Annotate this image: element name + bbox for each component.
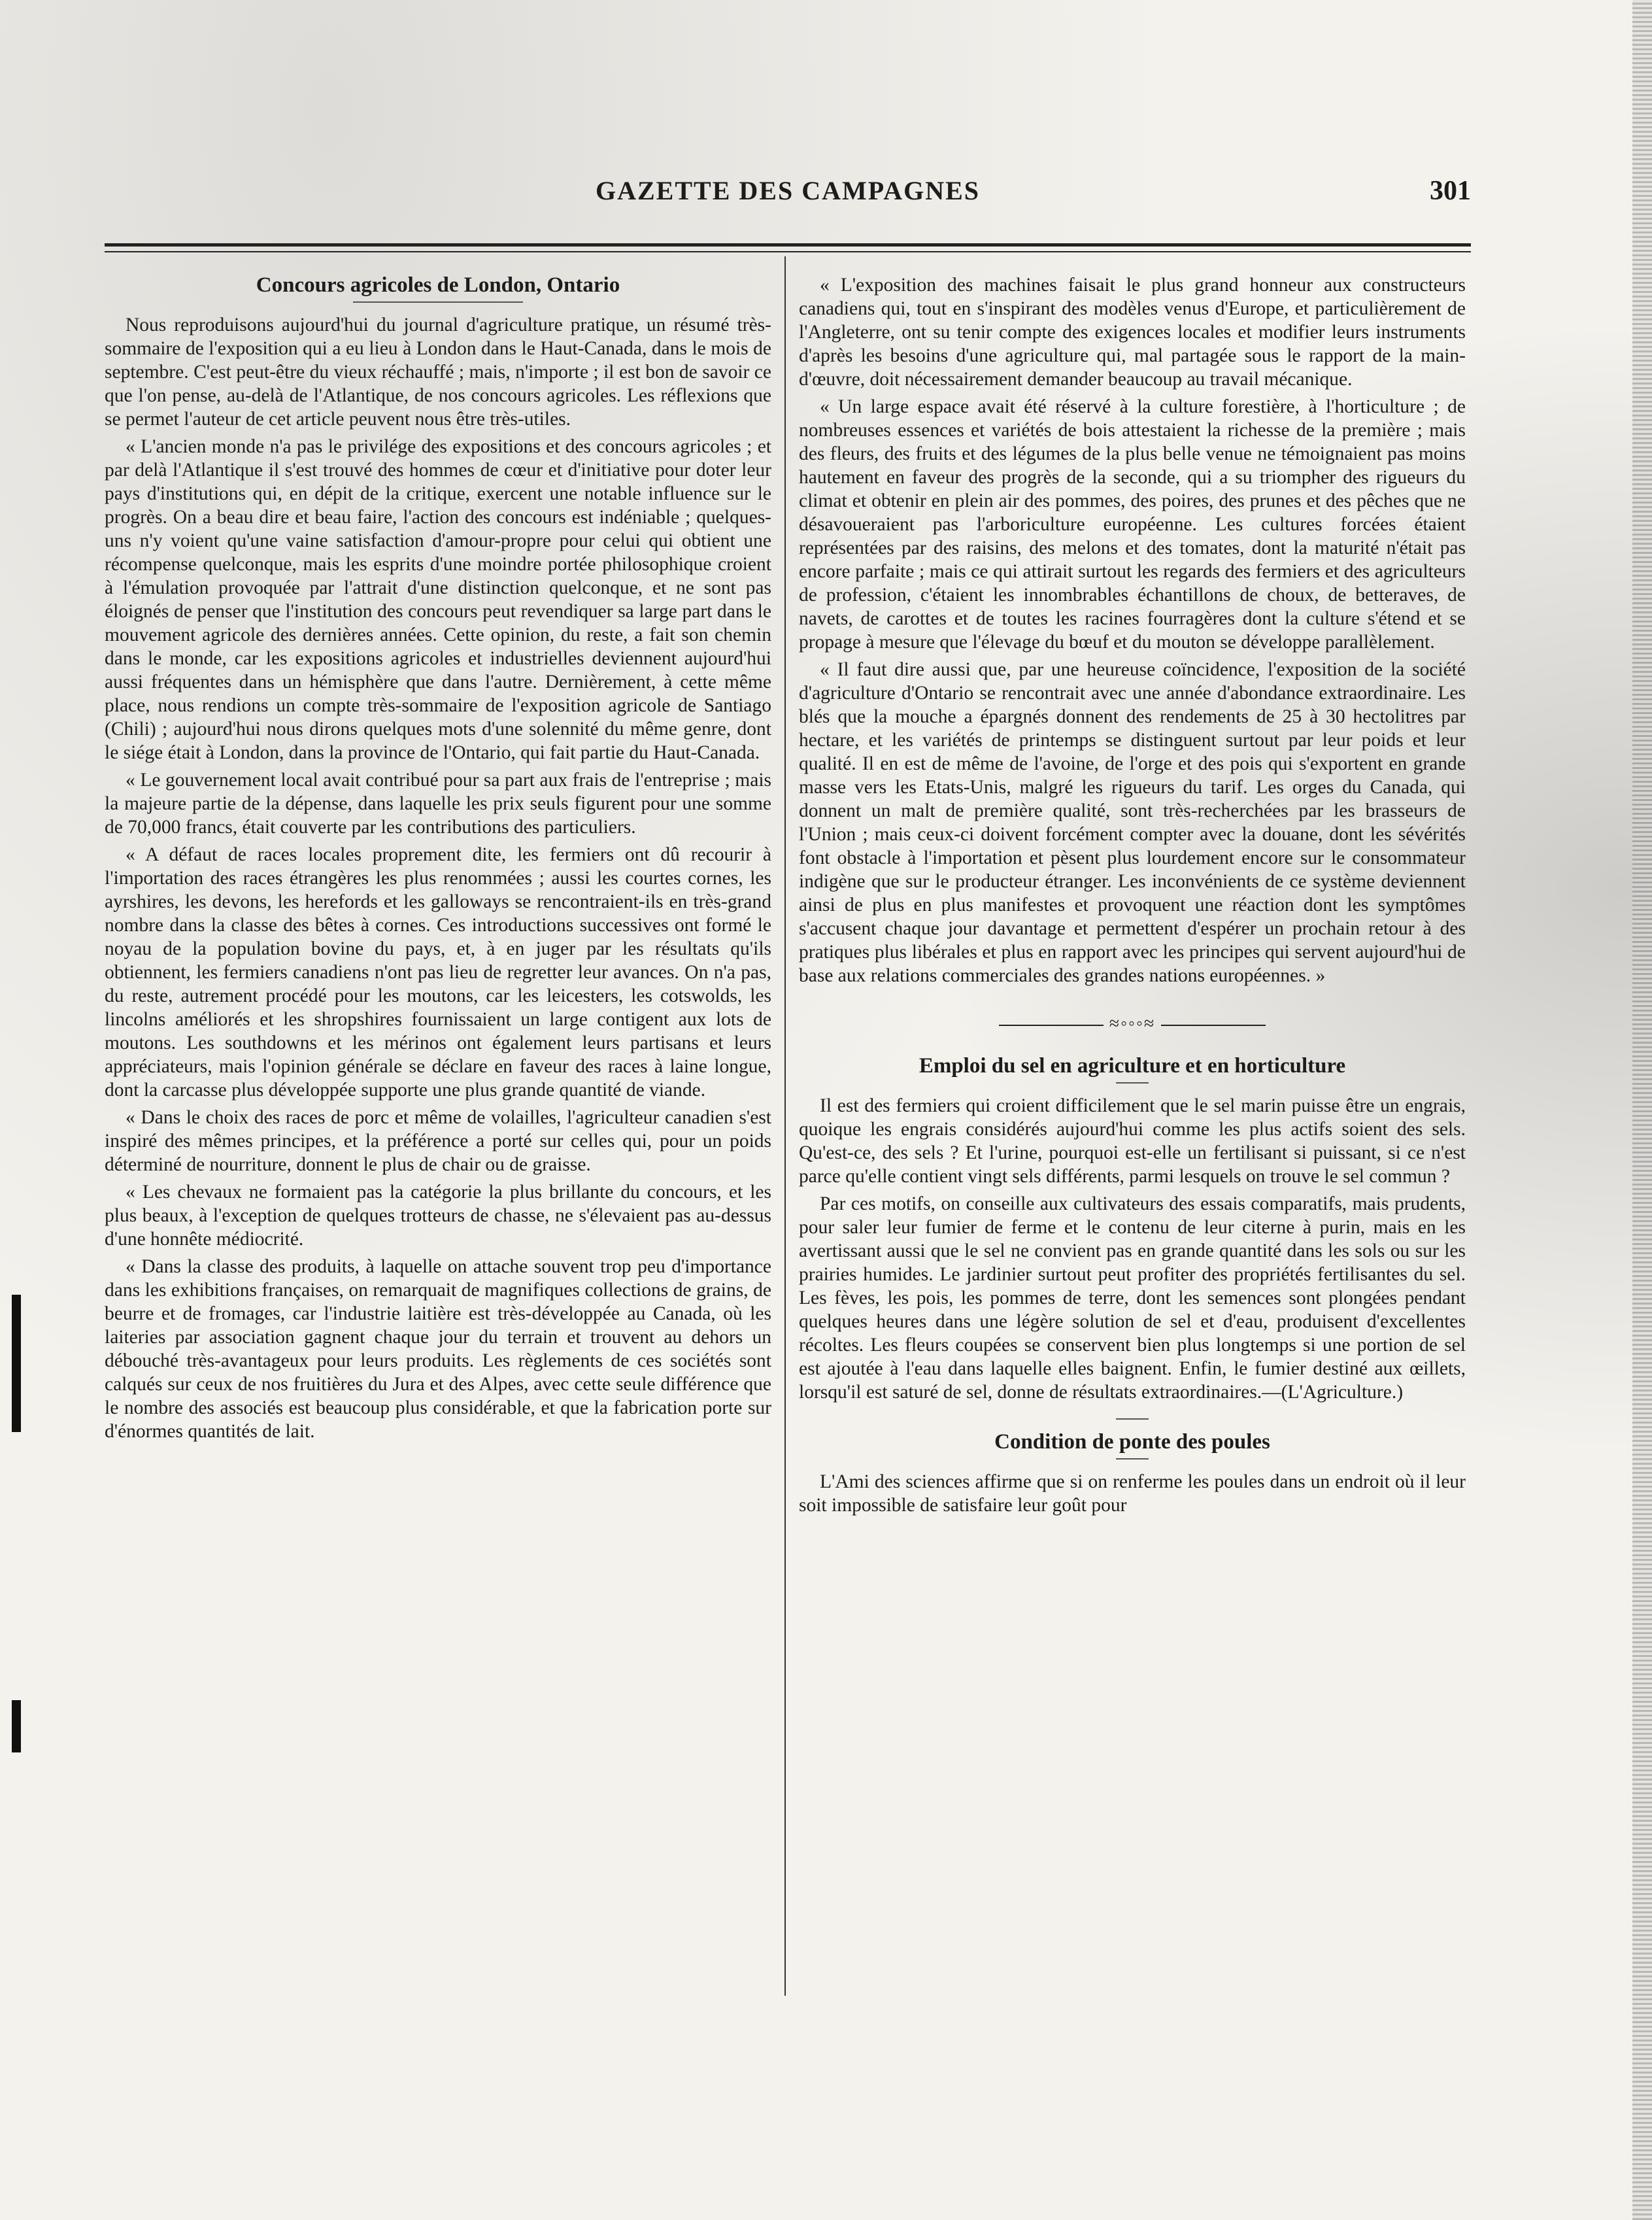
title-underline bbox=[353, 301, 523, 303]
paragraph: « L'ancien monde n'a pas le privilége des expositions et des concours agricoles ; et par delà l'Atlantique il s'est trouvé des hommes de cœur et d'initiative pour doter leur pays d'institutions qui, en dépit de la critique, exercent une notable influence sur le progrès. On a beau dire et beau faire, l'action des concours est indéniable ; quelques-uns n'y voient qu'une vaine satisfaction d'amour-propre pour celui qui obtient une récompense quelconque, mais les esprits d'une moindre portée philosophique croient à l'émulation provoquée par l'attrait d'une distinction quelconque, et ne sont pas éloignés de penser que l'institution des concours peut revendiquer sa large part dans le mouvement agricole des dernières années. Cette opinion, du reste, a fait son chemin dans le monde, car les expositions agricoles et industrielles deviennent aujourd'hui aussi fréquentes dans un hémisphère que dans l'autre. Dernièrement, à cette même place, nous rendions un compte très-sommaire de l'exposition agricole de Santiago (Chili) ; aujourd'hui nous dirons quelques mots d'une solennité du même genre, dont le siége était à London, dans la province de l'Ontario, qui fait partie du Haut-Canada. bbox=[105, 436, 771, 763]
newspaper-title: GAZETTE DES CAMPAGNES bbox=[595, 176, 980, 205]
ornament-line-right bbox=[1161, 1025, 1266, 1026]
paragraph: « L'exposition des machines faisait le plus grand honneur aux constructeurs canadiens qui, tout en s'inspirant des modèles venus d'Europe, et particulièrement de l'Angleterre, ont su tenir compte des exigences locales et modifier leurs instruments d'après les besoins d'une agriculture qui, mal partagée sous le rapport de la main-d'œuvre, doit nécessairement demander beaucoup au travail mécanique. bbox=[799, 275, 1466, 390]
paragraph: « Les chevaux ne formaient pas la catégorie la plus brillante du concours, et les plus beaux, à l'exception de quelques trotteurs de chasse, ne s'élevaient pas au-dessus d'une honnête médiocrité. bbox=[105, 1182, 771, 1250]
paragraph: « Le gouvernement local avait contribué pour sa part aux frais de l'entreprise ; mais la majeure partie de la dépense, dans laquelle les prix seuls figurent pour une somme de 70,000 francs, était couverte par les contributions des particuliers. bbox=[105, 770, 771, 838]
article-title-sel: Emploi du sel en agriculture et en horticulture bbox=[919, 1054, 1346, 1078]
page-header bbox=[105, 175, 1471, 221]
paragraph: « Il faut dire aussi que, par une heureuse coïncidence, l'exposition de la société d'agriculture d'Ontario se rencontrait avec une année d'abondance extraordinaire. Les blés que la mouche a épargnés donnent des rendements de 25 à 30 hectolitres par hectare, et les variétés de printemps se distinguent surtout par leur poids et leur qualité. Il en est de même de l'avoine, de l'orge et des pois qui s'exportent en grande masse vers les Etats-Unis, malgré les rigueurs du tarif. Les orges du Canada, qui donnent un malt de première qualité, sont très-recherchées par les brasseurs de l'Union ; mais ceux-ci doivent forcément compter avec la douane, dont les sévérités font obstacle à l'importation et pèsent plus lourdement encore sur le consommateur indigène que sur le producteur étranger. Les inconvénients de ce système deviennent ainsi de plus en plus manifestes et provoquent une réaction dont les symptômes s'accusent chaque jour davantage et permettent d'espérer un prochain retour à des pratiques plus libérales et plus en rapport avec les principes qui servent aujourd'hui de base aux relations commerciales des grandes nations européennes. » bbox=[799, 659, 1466, 986]
column-divider bbox=[784, 256, 786, 1996]
scan-edge-texture bbox=[1632, 0, 1652, 2220]
header-rule-thick bbox=[105, 243, 1471, 247]
paragraph: « Un large espace avait été réservé à la culture forestière, à l'horticulture ; de nombreuses essences et variétés de bois attestaient la richesse de la première ; mais des fleurs, des fruits et des légumes de la plus belle venue ne témoignaient pas moins hautement en faveur des progrès de la seconde, qui a su triompher des rigueurs du climat et obtenir en plein air des pommes, des poires, des prunes et des pêches que ne désavoueraient pas l'arboriculture européenne. Les cultures forcées étaient représentées par des raisins, des melons et des tomates, dont la maturité n'était pas encore parfaite ; mais ce qui attirait surtout les regards des fermiers et des agriculteurs de profession, c'étaient les innombrables échantillons de choux, de betteraves, de navets, de carottes et de toutes les racines fourragères dont la culture s'étend et se propage à mesure que l'élevage du bœuf et du mouton se développe parallèlement. bbox=[799, 396, 1466, 653]
scan-margin-mark bbox=[12, 1295, 21, 1432]
paragraph: « Dans le choix des races de porc et même de volailles, l'agriculteur canadien s'est inspiré des mêmes principes, et la préférence a porté sur celles qui, pour un poids déterminé de nourriture, donnent le plus de chair ou de graisse. bbox=[105, 1107, 771, 1175]
paragraph: « Dans la classe des produits, à laquelle on attache souvent trop peu d'importance dans les exhibitions françaises, on remarquait de magnifiques collections de grains, de beurre et de fromages, car l'industrie laitière est très-développée au Canada, où les laiteries par association gagnent chaque jour du terrain et trouvent au dehors un débouché très-avantageux pour leurs produits. Les règlements de ces sociétés sont calqués sur ceux de nos fruitières du Jura et des Alpes, avec cette seule différence que le nombre des associés est beaucoup plus considérable, et que la fabrication porte sur d'énormes quantités de lait. bbox=[105, 1256, 771, 1442]
left-column bbox=[105, 273, 771, 1447]
paragraph: L'Ami des sciences affirme que si on renferme les poules dans un endroit où il leur soit impossible de satisfaire leur goût pour bbox=[799, 1471, 1466, 1516]
ornament-glyph: ≈◦◦◦≈ bbox=[1109, 1014, 1156, 1034]
section-rule bbox=[1116, 1418, 1149, 1420]
ornament-line-left bbox=[999, 1025, 1104, 1026]
article-title-poules: Condition de ponte des poules bbox=[994, 1430, 1270, 1454]
page-number: 301 bbox=[1430, 176, 1471, 206]
title-underline bbox=[1116, 1082, 1149, 1084]
paragraph: Il est des fermiers qui croient difficilement que le sel marin puisse être un engrais, quoique les engrais considérés aujourd'hui comme les plus actifs soient des sels. Qu'est-ce, des sels ? Et l'urine, pourquoi est-elle un fertilisant si puissant, si ce n'est parce qu'elle contient vingt sels différents, parmi lesquels on trouve le sel commun ? bbox=[799, 1095, 1466, 1187]
section-ornament bbox=[799, 1014, 1466, 1034]
right-column bbox=[799, 273, 1466, 1521]
paragraph: Par ces motifs, on conseille aux cultivateurs des essais comparatifs, mais prudents, pour saler leur fumier de ferme et le contenu de leur citerne à purin, mais en les avertissant aussi que le sel ne convient pas en grande quantité dans les sols ou sur les prairies humides. Le jardinier surtout peut profiter des propriétés fertilisantes du sel. Les fèves, les pois, les pommes de terre, dont les semences sont plongées pendant quelques heures dans une légère solution de sel et d'eau, produisent d'excellentes récoltes. Les fleurs coupées se conservent bien plus longtemps si une portion de sel est ajoutée à l'eau dans laquelle elles baignent. Enfin, le fumier destiné aux œillets, lorsqu'il est saturé de sel, donne de résultats extraordinaires.—(L'Agriculture.) bbox=[799, 1193, 1466, 1403]
paragraph: « A défaut de races locales proprement dite, les fermiers ont dû recourir à l'importation des races étrangères les plus renommées ; aussi les courtes cornes, les ayrshires, les devons, les herefords et les galloways se rencontraient-ils en très-grand nombre dans la classe des bêtes à cornes. Ces introductions successives ont formé le noyau de la population bovine du pays, et, à en juger par les résultats qu'ils obtiennent, les fermiers canadiens n'ont pas lieu de regretter leur avances. On n'a pas, du reste, autrement procédé pour les moutons, car les leicesters, les cotswolds, les lincolns améliorés et les shropshires fournissaient un large contigent aux lots de moutons. Les southdowns et les mérinos ont également leurs partisans et leurs appréciateurs, mais l'opinion générale se déclare en faveur des races à laine longue, dont la carcasse plus développée supporte une plus grande quantité de viande. bbox=[105, 844, 771, 1101]
article-title-london: Concours agricoles de London, Ontario bbox=[256, 273, 620, 297]
paragraph: Nous reproduisons aujourd'hui du journal d'agriculture pratique, un résumé très-sommaire de l'exposition qui a eu lieu à London dans le Haut-Canada, dans le mois de septembre. C'est peut-être du vieux réchauffé ; mais, n'importe ; il est bon de savoir ce que l'on pense, au-delà de l'Atlantique, de nos concours agricoles. Les réflexions que se permet l'auteur de cet article peuvent nous être très-utiles. bbox=[105, 315, 771, 430]
title-underline bbox=[1116, 1458, 1149, 1460]
header-rule-thin bbox=[105, 251, 1471, 252]
scan-margin-mark bbox=[12, 1700, 21, 1752]
